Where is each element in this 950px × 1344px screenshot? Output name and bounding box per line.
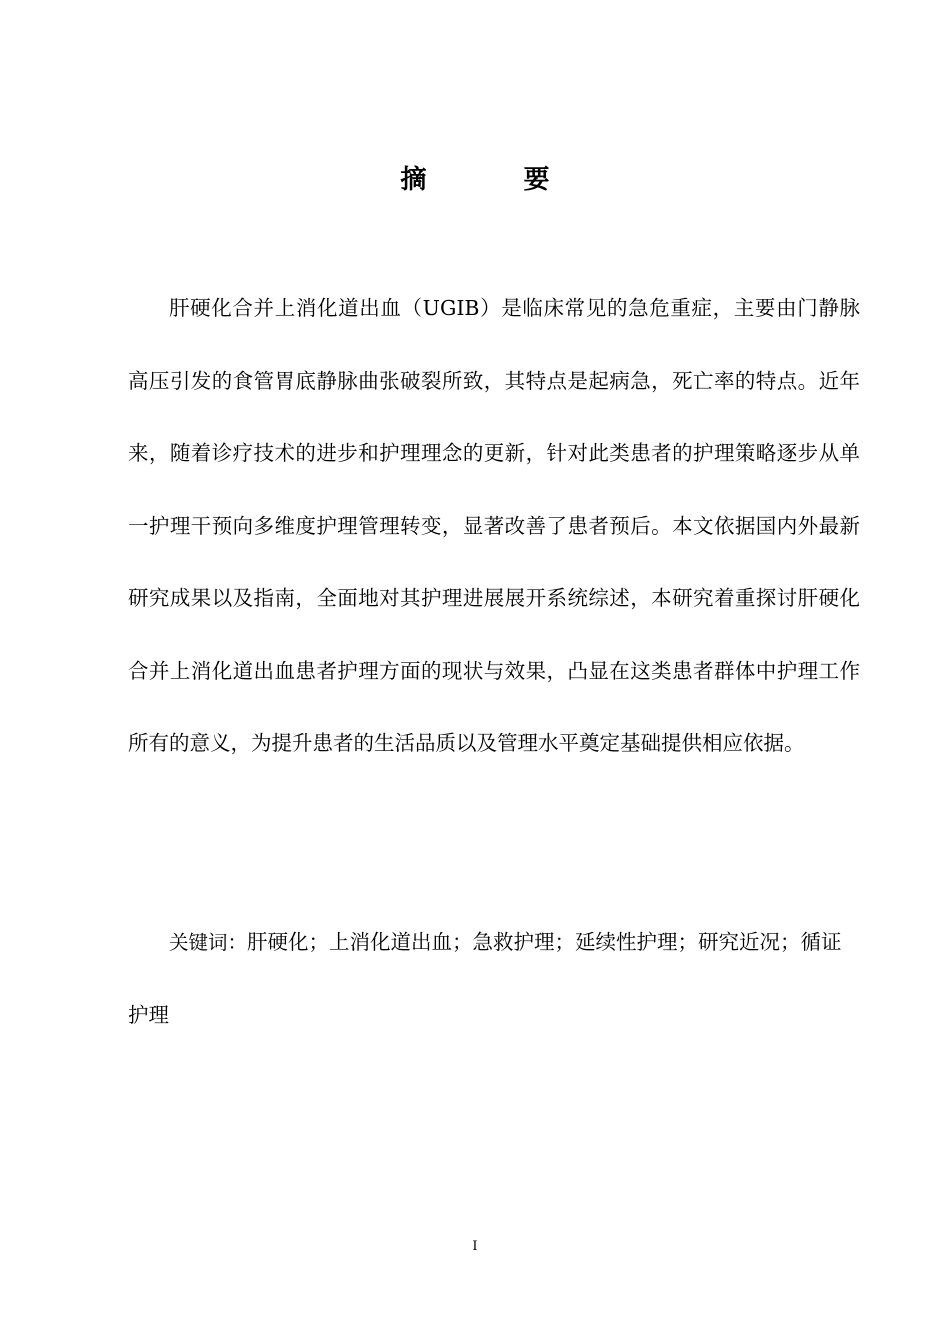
- keywords-line: [128, 906, 860, 1051]
- keywords-label: 关键词：: [169, 931, 248, 954]
- abstract-paragraph: 肝硬化合并上消化道出血（UGIB）是临床常见的急危重症，主要由门静脉高压引发的食管胃底静脉曲张破裂所致，其特点是起病急，死亡率的特点。近年来，随着诊疗技术的进步和护理理念的更新，针对此类患者的护理策略逐步从单一护理干预向多维度护理管理转变，显著改善了患者预后。本文依据国内外最新研究成果以及指南，全面地对其护理进展展开系统综述，本研究着重探讨肝硬化合并上消化道出血患者护理方面的现状与效果，凸显在这类患者群体中护理工作所有的意义，为提升患者的生活品质以及管理水平奠定基础提供相应依据。: [128, 296, 860, 755]
- abstract-heading: 摘 要: [400, 165, 594, 195]
- keywords-text: 肝硬化；上消化道出血；急救护理；延续性护理；研究近况；循证护理: [128, 930, 842, 1027]
- page-number: I: [472, 1239, 478, 1254]
